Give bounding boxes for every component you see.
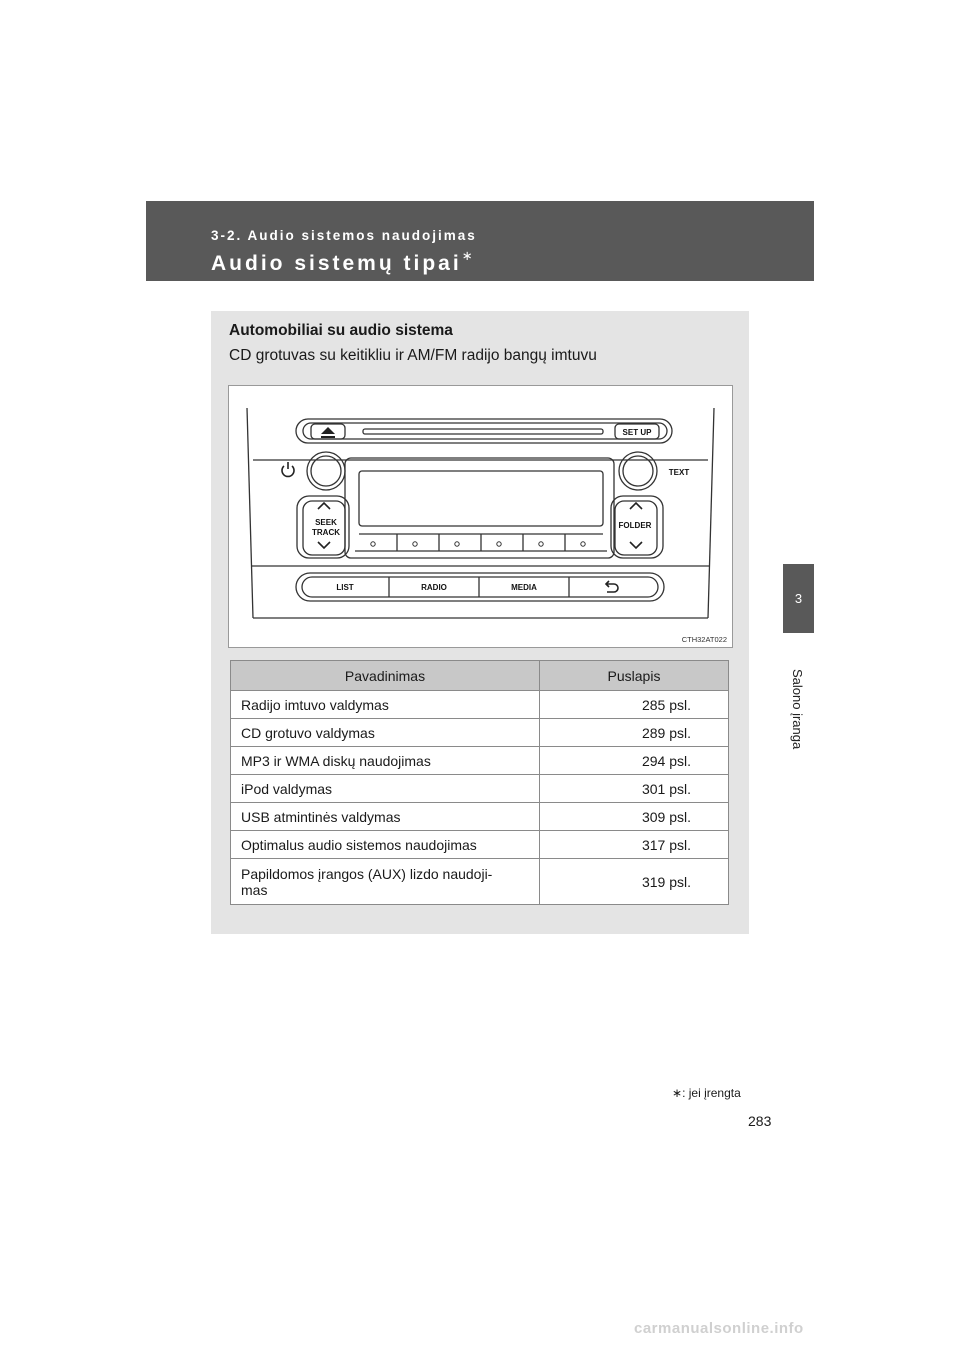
seek-label: SEEK [315,518,337,527]
row-name: Optimalus audio sistemos naudojimas [231,831,540,859]
row-page: 294 psl. [540,747,729,775]
row-name: MP3 ir WMA diskų naudojimas [231,747,540,775]
table-row [231,775,729,803]
watermark: carmanualsonline.info [634,1320,804,1337]
list-button-label: LIST [336,583,354,592]
text-button-label: TEXT [668,468,690,477]
table-row [231,747,729,775]
media-button-label: MEDIA [511,583,537,592]
row-page: 319 psl. [540,859,729,905]
audio-panel [211,311,749,934]
eject-icon [321,427,335,438]
table-row [231,831,729,859]
figure-code: CTH32AT022 [681,635,727,644]
page-title-text: Audio sistemų tipai [211,252,462,275]
row-name: CD grotuvo valdymas [231,719,540,747]
page-number: 283 [748,1113,772,1129]
chapter-number: 3 [794,591,803,606]
row-page: 309 psl. [540,803,729,831]
section-title: 3-2. Audio sistemos naudojimas [211,228,477,243]
chapter-tab [783,564,814,633]
row-name: USB atmintinės valdymas [231,803,540,831]
row-page: 301 psl. [540,775,729,803]
row-name-line1: Papildomos įrangos (AUX) lizdo naudoji- [241,865,493,882]
row-name: Radijo imtuvo valdymas [231,691,540,719]
track-label: TRACK [312,528,340,537]
table-row [231,719,729,747]
footnote [672,1086,741,1100]
header-name: Pavadinimas [231,661,540,691]
audio-unit-drawing [229,386,732,647]
table-header-row [231,661,729,691]
equipped-mark: ∗ [461,248,473,263]
header-page: Puslapis [540,661,729,691]
row-name: iPod valdymas [231,775,540,803]
setup-button-label: SET UP [622,428,652,437]
table-row [231,803,729,831]
table-row [231,691,729,719]
footnote-text: : jei įrengta [682,1086,741,1100]
section-header [146,201,814,281]
row-page: 285 psl. [540,691,729,719]
panel-subheading: CD grotuvas su keitikliu ir AM/FM radijo bangų imtuvu [229,347,597,364]
row-page: 317 psl. [540,831,729,859]
folder-label: FOLDER [618,521,652,530]
back-icon [606,581,618,592]
table-row [231,859,729,905]
row-page: 289 psl. [540,719,729,747]
page-title [211,250,473,276]
panel-heading: Automobiliai su audio sistema [229,322,453,339]
power-icon [282,462,294,476]
audio-unit-figure [228,385,733,648]
chapter-label: Salono įranga [790,669,805,750]
reference-table [230,660,729,905]
footnote-mark: ∗ [672,1086,683,1100]
row-name-line2: mas [241,881,268,898]
row-name [231,859,540,905]
radio-button-label: RADIO [421,583,447,592]
